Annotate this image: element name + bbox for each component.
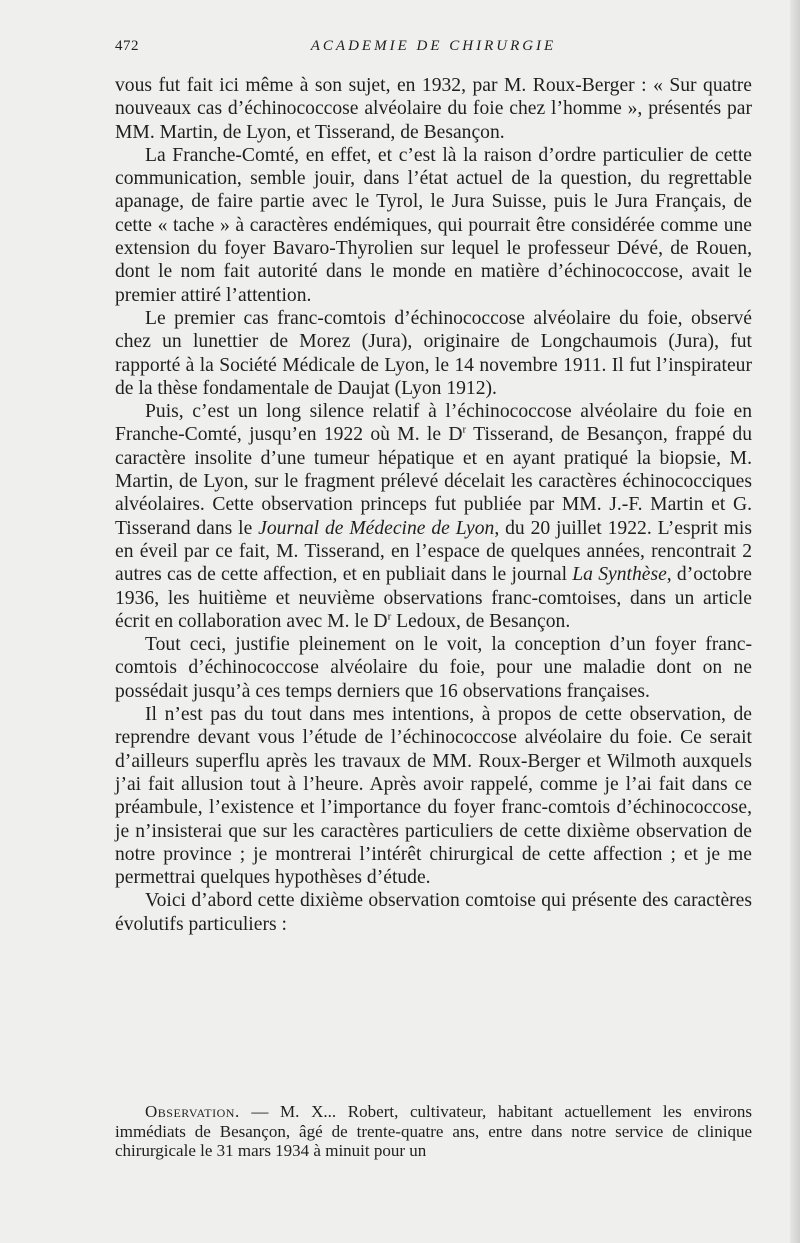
body-text — [115, 74, 752, 936]
text-run: Puis, c’est un long silence relatif à l’échinococcose alvéolaire du foie en Franche-Comté, jusqu’en 1922 où M. le D — [115, 401, 752, 446]
superscript: r — [462, 423, 467, 436]
journal-title: Journal de Médecine de Lyon — [258, 517, 495, 539]
paragraph-foyer: Tout ceci, justifie pleinement on le voit, la conception d’un foyer franc-comtois d’échinococcose alvéolaire du foie, pour une maladie dont on ne possédait jusqu’à ces temps derniers que 16 observations françaises. — [115, 634, 752, 702]
superscript: r — [387, 610, 392, 623]
observation-block — [115, 1102, 752, 1161]
observation-paragraph — [115, 1102, 752, 1161]
text-run: , d’octobre 1936, les huitième et neuvième observations franc-comtoises, dans un article écrit en collaboration avec M. le D — [115, 564, 752, 632]
running-header — [115, 38, 752, 58]
observation-label: Observation. — [145, 1102, 240, 1121]
paragraph-intro-observation: Voici d’abord cette dixième observation comtoise qui présente des caractères évolutifs particuliers : — [115, 890, 752, 935]
paragraph-intentions: Il n’est pas du tout dans mes intentions, à propos de cette observation, de reprendre devant vous l’étude de l’échinococcose alvéolaire du foie. Ce serait d’ailleurs superflu après les travaux de MM. Roux-Berger et Wilmoth auxquels j’ai fait allusion tout à l’heure. Après avoir rappelé, comme je l’ai fait dans ce préambule, l’existence et l’importance du foyer franc-comtois d’échinococcose, je n’insisterai que sur les caractères particuliers de cette dixième observation de notre province ; je montrerai l’intérêt chirurgical de cette affection ; et je me permettrai quelques hypothèses d’étude. — [115, 704, 752, 889]
page-number: 472 — [115, 38, 139, 54]
running-title: ACADEMIE DE CHIRURGIE — [310, 38, 557, 54]
observation-text: — M. X... Robert, cultivateur, habitant actuellement les environs immédiats de Besançon, âgé de trente-quatre ans, entre dans notre service de clinique chirurgicale le 31 mars 1934 à minuit pour un — [115, 1102, 752, 1160]
text-run: Tisserand, de Besançon, frappé du caractère insolite d’une tumeur hépatique et en ayant pratiqué la biopsie, M. Martin, de Lyon, sur le fragment prélevé décelait les caractères échinococciques alvéolaires. Cette observation princeps fut publiée par MM. J.-F. Martin et G. Tisserand dans le — [115, 424, 752, 539]
paragraph-continued: vous fut fait ici même à son sujet, en 1932, par M. Roux-Berger : « Sur quatre nouveaux cas d’échinococcose alvéolaire du foie chez l’homme », présentés par MM. Martin, de Lyon, et Tisserand, de Besançon. — [115, 75, 752, 143]
paragraph-first-case: Le premier cas franc-comtois d’échinococcose alvéolaire du foie, observé chez un lunettier de Morez (Jura), originaire de Longchaumois (Jura), fut rapporté à la Société Médicale de Lyon, le 14 novembre 1911. Il fut l’inspirateur de la thèse fondamentale de Daujat (Lyon 1912). — [115, 307, 752, 399]
journal-title: La Synthèse — [572, 564, 667, 586]
text-run: , du 20 juillet 1922. L’esprit mis en éveil par ce fait, M. Tisserand, en l’espace de quelques années, rencontrait 2 autres cas de cette affection, et en publiait dans le journal — [115, 517, 752, 586]
paragraph-silence — [115, 400, 752, 633]
paragraph-franche-comte: La Franche-Comté, en effet, et c’est là la raison d’ordre particulier de cette communication, semble jouir, dans l’état actuel de la question, du regrettable apanage, de faire partie avec le Tyrol, le Jura Suisse, puis le Jura Français, de cette « tache » à caractères endémiques, qui pourrait être considérée comme une extension du foyer Bavaro-Thyrolien sur lequel le professeur Dévé, de Rouen, dont le nom fait autorité dans le monde en matière d’échinococcose, avait le premier attiré l’attention. — [115, 144, 752, 306]
text-run: Ledoux, de Besançon. — [391, 610, 571, 632]
page-edge-shadow — [790, 0, 800, 1243]
